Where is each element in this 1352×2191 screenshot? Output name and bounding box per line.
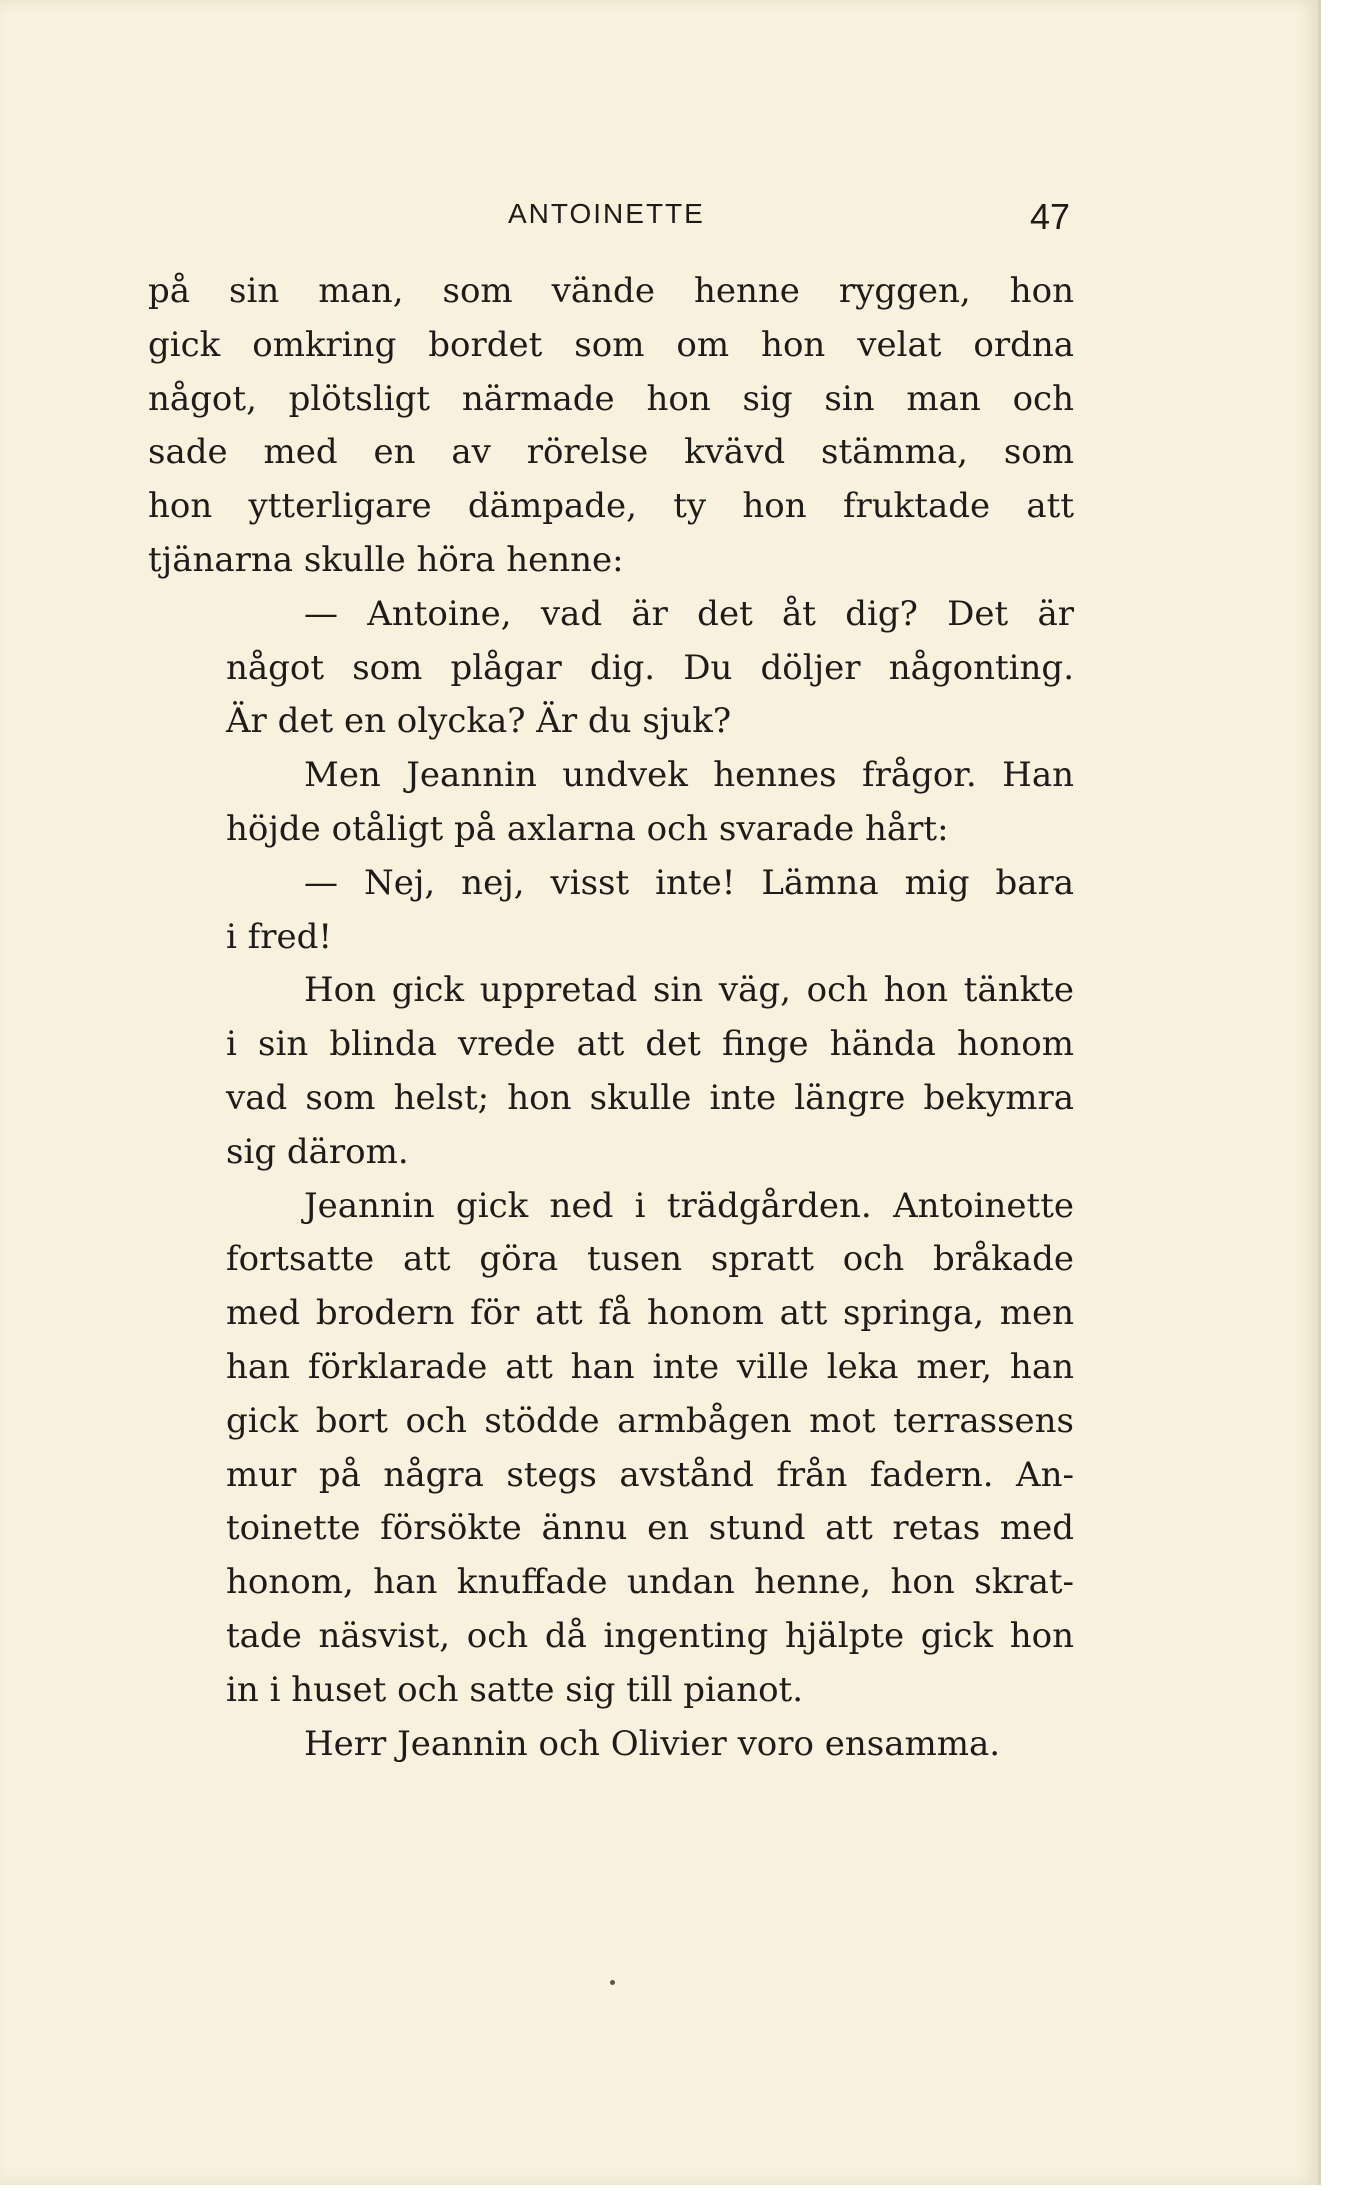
text-line: mur på några stegs avstånd från fadern. An- (226, 1454, 1074, 1495)
text-line: gick bort och stödde armbågen mot terrassens (226, 1400, 1074, 1441)
text-line: Hon gick uppretad sin väg, och hon tänkte (304, 970, 1074, 1011)
text-line: sig därom. (226, 1131, 409, 1172)
text-line: gick omkring bordet som om hon velat ordna (148, 324, 1074, 365)
text-line: in i huset och satte sig till pianot. (226, 1669, 804, 1710)
text-line: med brodern för att få honom att springa, men (226, 1293, 1074, 1334)
print-speck (610, 1980, 615, 1985)
page-number: 47 (1029, 196, 1070, 237)
paragraph (148, 964, 1074, 1179)
text-line: något, plötsligt närmade hon sig sin man och (148, 378, 1074, 419)
text-line: fortsatte att göra tusen spratt och bråkade (226, 1239, 1074, 1280)
text-line: sade med en av rörelse kvävd stämma, som (148, 432, 1074, 473)
text-line: Jeannin gick ned i trädgården. Antoinette (304, 1185, 1074, 1226)
text-line: på sin man, som vände henne ryggen, hon (148, 271, 1074, 311)
text-line: vad som helst; hon skulle inte längre bekymra (226, 1077, 1074, 1118)
text-line: han förklarade att han inte ville leka mer, han (226, 1346, 1074, 1387)
text-line: hon ytterligare dämpade, ty hon fruktade att (148, 486, 1074, 527)
text-line: Herr Jeannin och Olivier voro ensamma. (304, 1723, 1001, 1764)
text-line: — Nej, nej, visst inte! Lämna mig bara (304, 862, 1074, 903)
text-line: Men Jeannin undvek hennes frågor. Han (304, 755, 1074, 796)
text-line: tade näsvist, och då ingenting hjälpte gick hon (226, 1615, 1074, 1656)
paragraph (148, 749, 1074, 857)
text-line: något som plågar dig. Du döljer någonting. (226, 647, 1074, 688)
paragraph (148, 265, 1074, 588)
text-line: toinette försökte ännu en stund att retas med (226, 1508, 1074, 1549)
text-line: honom, han knuffade undan henne, hon skrat- (226, 1562, 1074, 1603)
body-text (148, 265, 1074, 1771)
text-line: höjde otåligt på axlarna och svarade hårt: (226, 808, 949, 849)
text-line: — Antoine, vad är det åt dig? Det är (304, 593, 1074, 634)
text-line: Är det en olycka? Är du sjuk? (226, 701, 732, 742)
page-header (148, 198, 1074, 238)
text-line: tjänarna skulle höra henne: (148, 539, 624, 580)
text-line: i fred! (226, 916, 333, 957)
paragraph (148, 857, 1074, 965)
paragraph (148, 588, 1074, 749)
running-head: ANTOINETTE (508, 198, 705, 229)
paragraph (148, 1718, 1074, 1772)
paragraph (148, 1180, 1074, 1718)
text-line: i sin blinda vrede att det finge hända honom (226, 1024, 1074, 1065)
